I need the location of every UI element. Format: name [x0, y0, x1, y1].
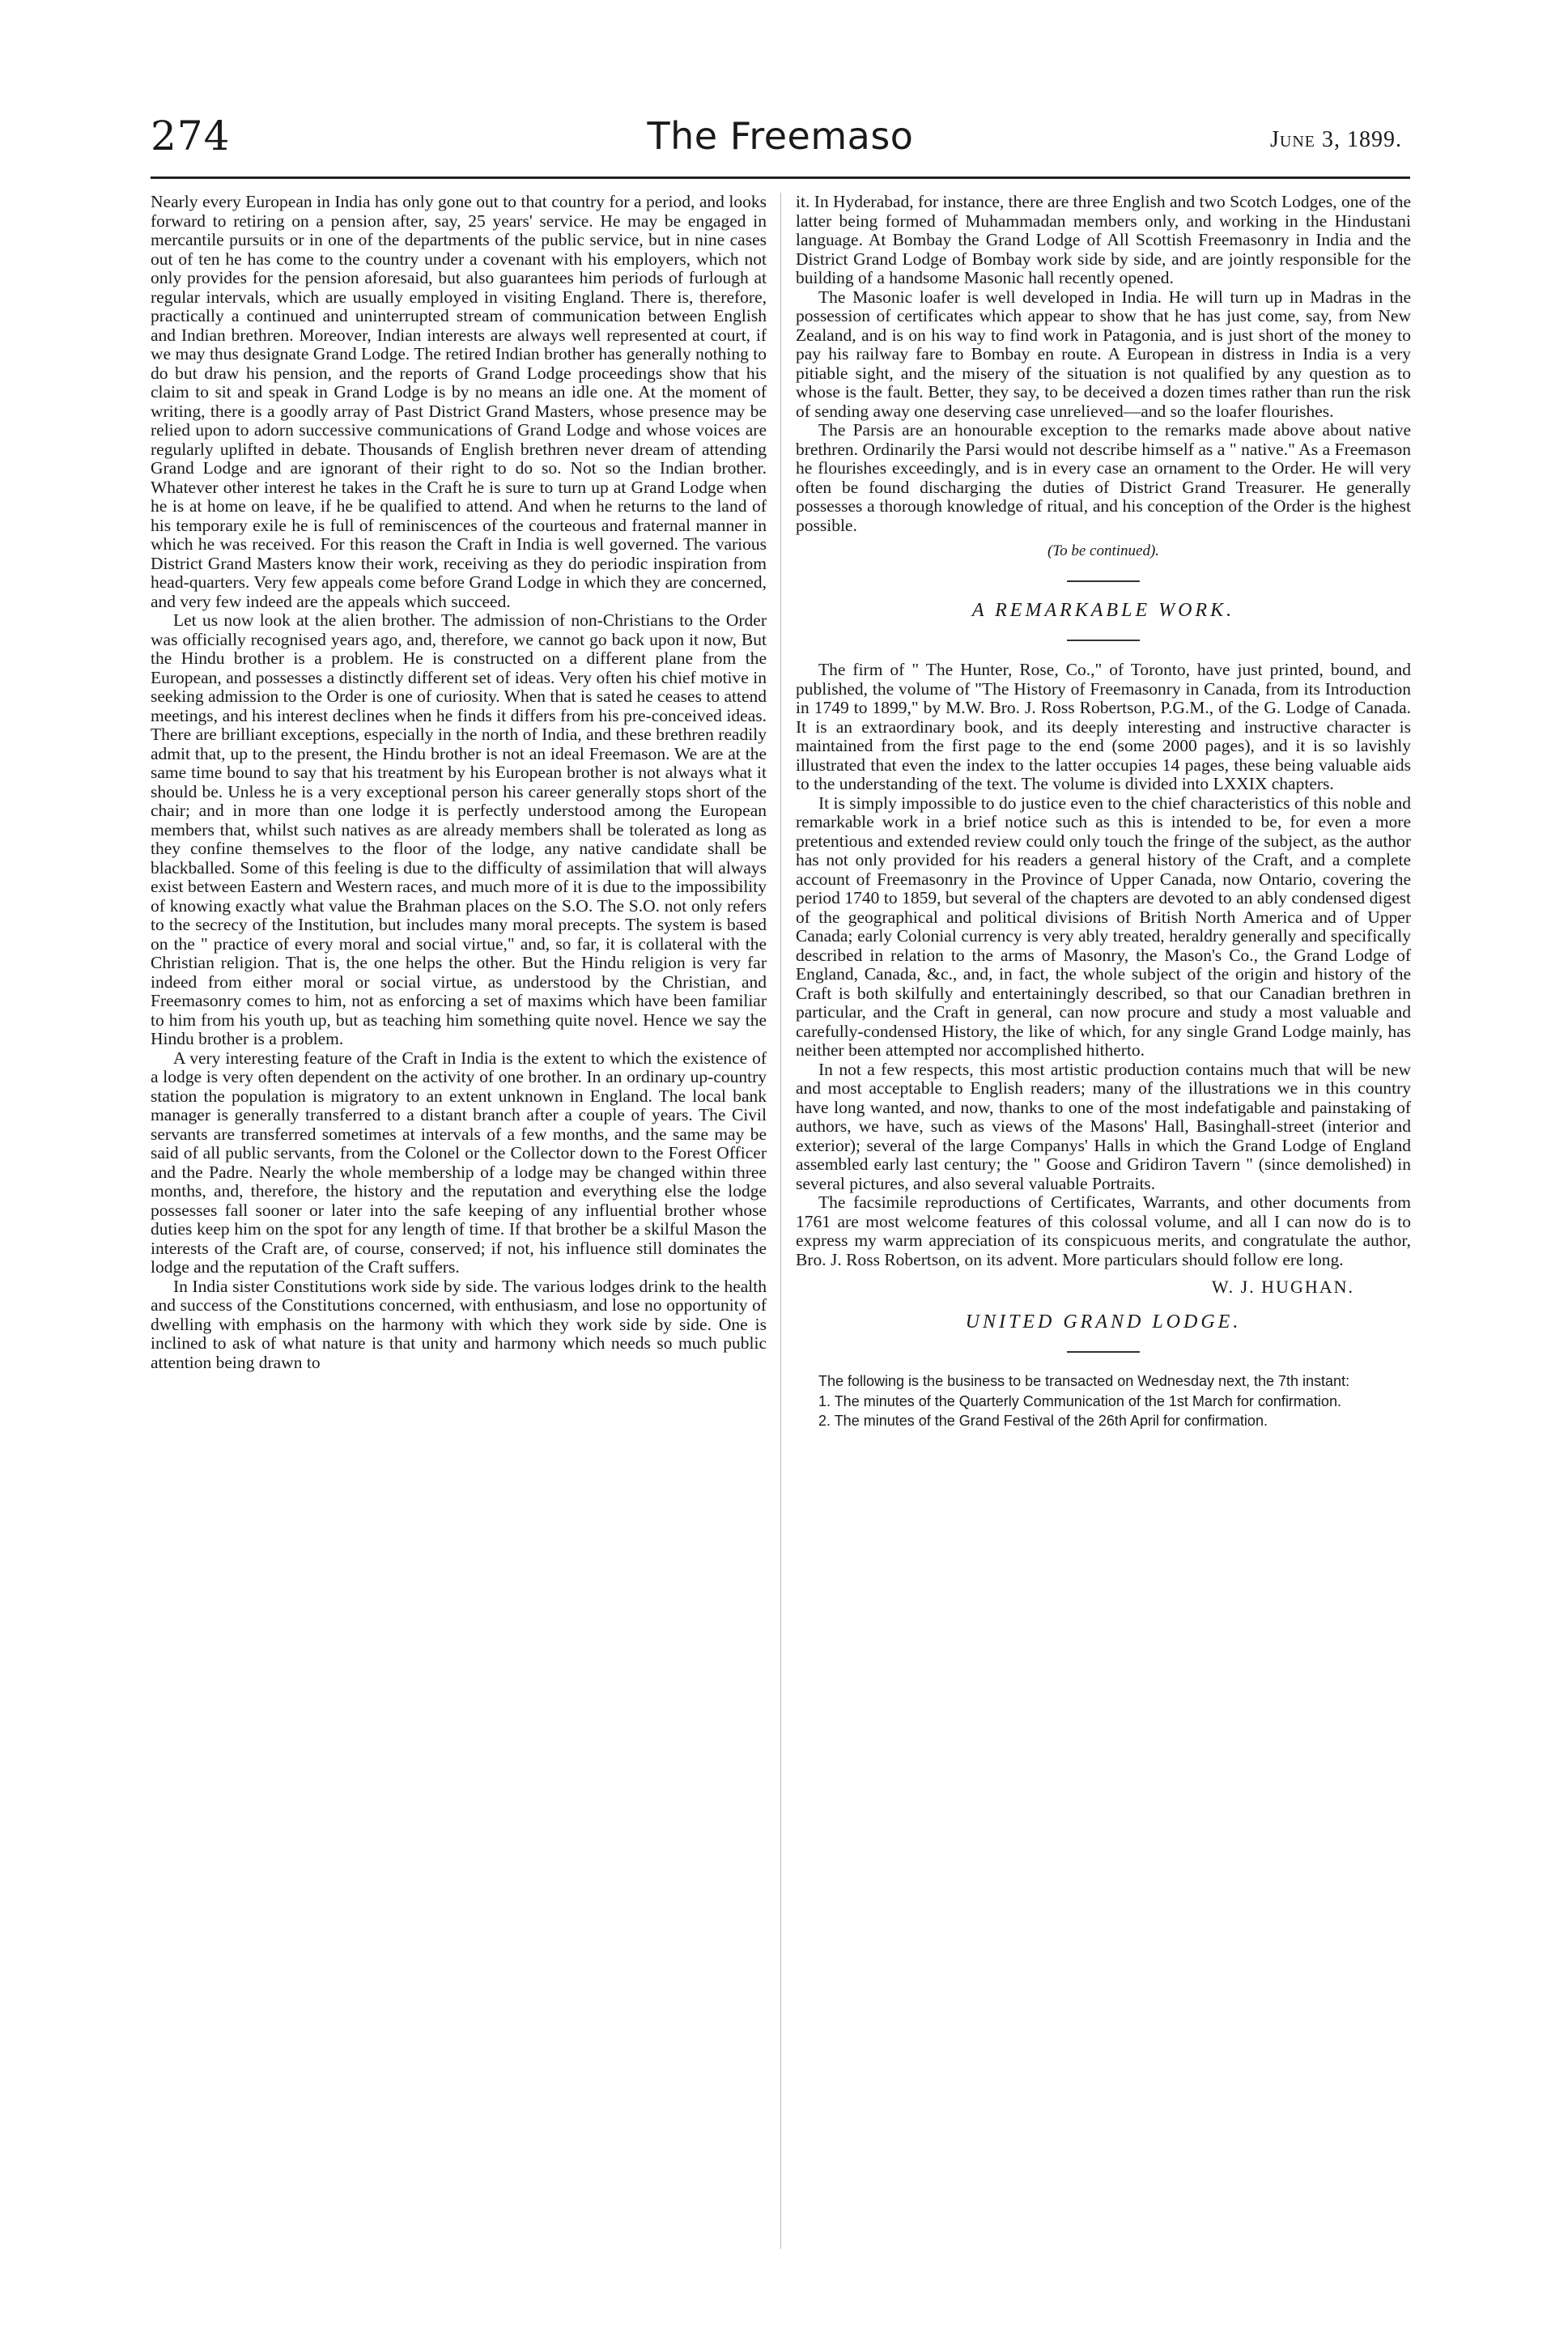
article-title: A REMARKABLE WORK.	[971, 599, 1235, 621]
business-item-2: 2. The minutes of the Grand Festival of the 26th April for confirmation.	[818, 1413, 1268, 1429]
column-divider	[780, 193, 781, 2249]
business-item-1: 1. The minutes of the Quarterly Communication of the 1st March for confirmation.	[818, 1392, 1341, 1409]
page-number: 274	[151, 113, 231, 159]
author-signature: W. J. HUGHAN.	[1211, 1277, 1354, 1297]
page-header	[151, 108, 1410, 172]
right-paragraph-1: it. In Hyderabad, for instance, there are three English and two Scotch Lodges, one of the latter being formed of Muhammadan members only, and working in the Hindustani language. At Bombay the Grand Lodge of All Scottish Freemasonry in India and the District Grand Lodge of Bombay work side by side, and are jointly responsible for the building of a handsome Masonic hall recently opened.	[796, 193, 1411, 287]
section-divider-rule	[1067, 580, 1140, 582]
right-paragraph-3: The Parsis are an honourable exception to the remarks made above about native brethren. Ordinarily the Parsi would not describe himself as a " native." As a Freemason he flourishes exceedingly, and is in every case an ornament to the Order. He will very often be found discharging the duties of District Grand Treasurer. He generally possesses a thorough knowledge of ritual, and his conception of the Order is the highest possible.	[796, 420, 1411, 535]
left-paragraph-2: Let us now look at the alien brother. The admission of non-Christians to the Order was officially recognised years ago, and, therefore, we cannot go back upon it now, But the Hindu brother is a problem. He is constructed on a different plane from the European, and possesses a distinctly different set of ideas. Very often his chief motive in seeking admission to the Order is one of curiosity. When that is sated he ceases to attend meetings, and his interest declines when he finds it differs from his pre-conceived ideas. There are brilliant exceptions, especially in the north of India, and these brethren readily admit that, up to the present, the Hindu brother is not an ideal Freemason. We are at the same time bound to say that his treatment by his European brother is not always what it should be. Unless he is a very exceptional person his career generally stops short of the chair; and in more than one lodge it is perfectly understood among the European members that, whilst such natives as are already members shall be tolerated as long as they confine themselves to the floor of the lodge, any native candidate shall be blackballed. Some of this feeling is due to the difficulty of assimilation that will always exist between Eastern and Western races, and much more of it is due to the impossibility of knowing exactly what value the Brahman places on the S.O. The S.O. not only refers to the secrecy of the Institution, but includes many moral precepts. The system is based on the " practice of every moral and social virtue," and, so far, it is collateral with the Christian religion. That is, the one helps the other. But the Hindu religion is very far indeed from either moral or social virtue, as understood by the Christian, and Freemasonry comes to him, not as enforcing a set of maxims which have been familiar to him from his youth up, but as teaching him something quite novel. Hence we say the Hindu brother is a problem.	[151, 610, 767, 1048]
right-column	[796, 193, 1411, 2265]
masthead-title: The Freemaso	[647, 114, 914, 158]
left-paragraph-4: In India sister Constitutions work side by side. The various lodges drink to the health and success of the Constitutions concerned, with enthusiasm, and lose no opportunity of dwelling with emphasis on the harmony with which they work side by side. One is inclined to ask of what nature is that unity and harmony which needs so much public attention being drawn to	[151, 1276, 767, 1372]
section-title-underline	[1067, 1351, 1140, 1353]
continued-note: (To be continued).	[1047, 542, 1160, 559]
section-title: UNITED GRAND LODGE.	[965, 1311, 1242, 1333]
business-notice	[796, 1372, 1411, 1430]
header-rule	[151, 176, 1410, 179]
article-paragraph-4: The facsimile reproductions of Certificates, Warrants, and other documents from 1761 are most welcome features of this colossal volume, and all I can now do is to express my warm appreciation of its conspicuous merits, and congratulate the author, Bro. J. Ross Robertson, on its advent. More particulars should follow ere long.	[796, 1192, 1411, 1269]
issue-date: June 3, 1899.	[1270, 127, 1402, 152]
left-paragraph-3: A very interesting feature of the Craft in India is the extent to which the existence of a lodge is very often dependent on the activity of one brother. In an ordinary up-country station the population is migratory to an extent unknown in England. The local bank manager is generally transferred to a distant branch after a couple of years. The Civil servants are transferred sometimes at intervals of a few months, and the same may be said of all public servants, from the Colonel or the Collector down to the Forest Officer and the Padre. Nearly the whole membership of a lodge may be changed within three months, and, therefore, the history and the reputation and everything else the lodge possesses fall sooner or later into the safe keeping of any influential brother whose duties keep him on the spot for any length of time. If that brother be a skilful Mason the interests of the Craft are, of course, conserved; if not, his influence still dominates the lodge and the reputation of the Craft suffers.	[151, 1048, 767, 1277]
right-paragraph-2: The Masonic loafer is well developed in India. He will turn up in Madras in the possession of certificates which appear to show that he has just come, say, from New Zealand, and is on his way to find work in Patagonia, and is just short of the money to pay his railway fare to Bombay en route. A European in distress in India is a very pitiable sight, and the misery of the situation is not qualified by any question as to whose is the fault. Better, they say, to be deceived a dozen times rather than run the risk of sending away one deserving case unrelieved—and so the loafer flourishes.	[796, 287, 1411, 421]
left-column	[151, 193, 767, 2265]
business-intro: The following is the business to be transacted on Wednesday next, the 7th instant:	[818, 1373, 1350, 1389]
article-paragraph-2: It is simply impossible to do justice even to the chief characteristics of this noble and remarkable work in a brief notice such as this is intended to be, for even a more pretentious and extended review could only touch the fringe of the subject, as the author has not only provided for his readers a general history of the Craft, and a complete account of Freemasonry in the Province of Upper Canada, now Ontario, covering the period 1740 to 1859, but several of the chapters are devoted to an ably condensed digest of the geographical and political divisions of British North America and of Upper Canada; early Colonial currency is very ably treated, heraldry generally and specifically described in relation to the arms of Masonry, the Mason's Co., the Grand Lodge of England, Canada, &c., and, in fact, the whole subject of the origin and history of the Craft is both skilfully and entertainingly described, so that our Canadian brethren in particular, and the Craft in general, can now procure and study a most valuable and carefully-condensed History, the like of which, for any single Grand Lodge mainly, has neither been attempted nor accomplished hitherto.	[796, 793, 1411, 1060]
title-underline-rule	[1067, 640, 1140, 641]
left-paragraph-1: Nearly every European in India has only gone out to that country for a period, and looks forward to retiring on a pension after, say, 25 years' service. He may be engaged in mercantile pursuits or in one of the departments of the public service, but in nine cases out of ten he has come to the country under a covenant with his employers, which not only provides for the pension aforesaid, but also guarantees him periods of furlough at regular intervals, which are usually employed in visiting England. There is, therefore, practically a continued and uninterrupted stream of communication between English and Indian brethren. Moreover, Indian interests are always well represented at court, if we may thus designate Grand Lodge. The retired Indian brother has generally nothing to do but draw his pension, and the reports of Grand Lodge proceedings show that his claim to sit and speak in Grand Lodge is by no means an idle one. At the moment of writing, there is a goodly array of Past District Grand Masters, whose presence may be relied upon to adorn successive communications of Grand Lodge and whose voices are regularly uplifted in debate. Thousands of English brethren never dream of attending Grand Lodge and are ignorant of their right to do so. Not so the Indian brother. Whatever other interest he takes in the Craft he is sure to turn up at Grand Lodge when he is at home on leave, if he be qualified to attend. And when he returns to the land of his temporary exile he is full of reminiscences of the courteous and fraternal manner in which he was received. For this reason the Craft in India is well governed. The various District Grand Masters know their work, receiving as they do periodic inspiration from head-quarters. Very few appeals come before Grand Lodge in which they are concerned, and very few indeed are the appeals which succeed.	[151, 193, 767, 611]
article-paragraph-1: The firm of " The Hunter, Rose, Co.," of Toronto, have just printed, bound, and published, the volume of "The History of Freemasonry in Canada, from its Introduction in 1749 to 1899," by M.W. Bro. J. Ross Robertson, P.G.M., of the G. Lodge of Canada. It is an extraordinary book, and its deeply interesting and instructive character is maintained from the first page to the end (some 2000 pages), and it is so lavishly illustrated that even the index to the latter occupies 14 pages, these being valuable aids to the understanding of the text. The volume is divided into LXXIX chapters.	[796, 660, 1411, 793]
article-paragraph-3: In not a few respects, this most artistic production contains much that will be new and most acceptable to English readers; many of the illustrations we in this country have long wanted, and now, thanks to one of the most indefatigable and painstaking of authors, we have, such as views of the Masons' Hall, Basinghall-street (interior and exterior); several of the large Companys' Halls in which the Grand Lodge of England assembled early last century; the " Goose and Gridiron Tavern " (since demolished) in several pictures, and also several valuable Portraits.	[796, 1059, 1411, 1193]
